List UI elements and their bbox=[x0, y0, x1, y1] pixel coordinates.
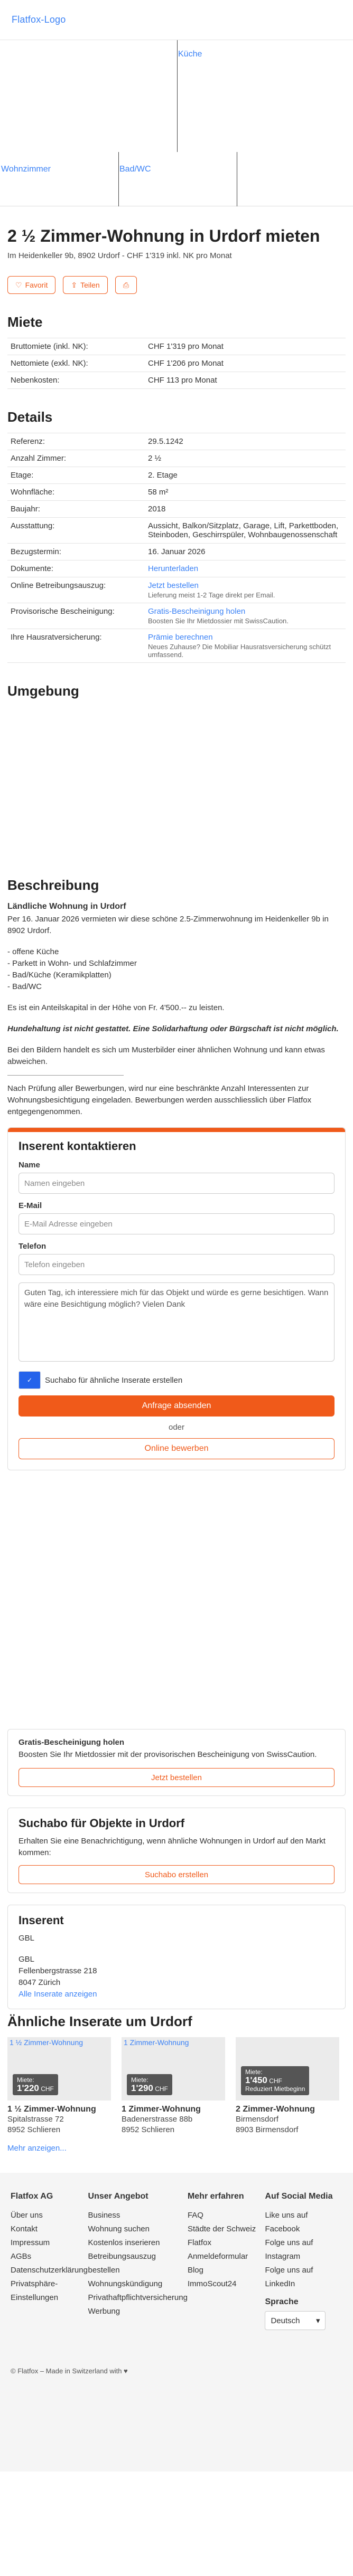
details-section bbox=[7, 409, 346, 663]
linkedin-link[interactable]: Folge uns auf LinkedIn bbox=[265, 2266, 313, 2288]
feature-item: - Bad/Küche (Keramikplatten) bbox=[7, 971, 112, 980]
footer-link[interactable]: Städte der Schweiz bbox=[187, 2225, 256, 2233]
description-section bbox=[7, 877, 346, 1118]
feature-item: - offene Küche bbox=[7, 947, 59, 956]
print-icon: ⎙ bbox=[123, 280, 129, 289]
site-header bbox=[0, 0, 353, 40]
email-field[interactable] bbox=[18, 1213, 335, 1234]
share-button[interactable] bbox=[63, 276, 107, 294]
row-value: 2. Etage bbox=[145, 467, 346, 484]
advertiser-logo-text: GBL bbox=[18, 1934, 35, 1943]
listing-title: 2 ½ Zimmer-Wohnung in Urdorf mieten bbox=[7, 226, 320, 245]
description-intro: Per 16. Januar 2026 vermieten wir diese schöne 2.5-Zimmerwohnung im Heidenkeller 9b in 8902 Urdorf. bbox=[7, 915, 329, 935]
footer-link[interactable]: Werbung bbox=[88, 2307, 120, 2316]
similar-street: Spitalstrasse 72 bbox=[7, 2115, 64, 2124]
submit-inquiry-button[interactable]: Anfrage absenden bbox=[18, 1395, 335, 1417]
name-label: Name bbox=[18, 1161, 40, 1170]
site-footer bbox=[0, 2173, 353, 2472]
table-row bbox=[7, 467, 346, 484]
gallery-divider bbox=[177, 40, 178, 152]
row-value: 58 m² bbox=[145, 484, 346, 501]
share-label: Teilen bbox=[80, 281, 100, 289]
flatfox-logo[interactable]: Flatfox-Logo bbox=[12, 14, 66, 25]
footer-link[interactable]: Impressum bbox=[11, 2238, 50, 2247]
row-key: Nettomiete (exkl. NK): bbox=[7, 355, 145, 372]
image-alt: 1 ½ Zimmer-Wohnung bbox=[10, 2038, 83, 2047]
advertiser-heading: Inserent bbox=[18, 1914, 64, 1927]
all-listings-link[interactable]: Alle Inserate anzeigen bbox=[18, 1990, 97, 1999]
advertiser-name: GBL bbox=[18, 1955, 35, 1964]
description-after-rule: Nach Prüfung aller Bewerbungen, wird nur eine beschränkte Anzahl Interessenten zur Wohnungsbesichtigung eingeladen. Bewerbungen werden ausschliesslich über Flatfox entgegengenommen. bbox=[7, 1084, 312, 1116]
insurance-note: Neues Zuhause? Die Mobiliar Hausratsversicherung schützt umfassend. bbox=[148, 643, 331, 659]
or-separator: oder bbox=[168, 1423, 185, 1432]
footer-heading: Mehr erfahren bbox=[187, 2192, 244, 2201]
footer-col-company bbox=[11, 2192, 88, 2330]
language-heading: Sprache bbox=[265, 2297, 299, 2306]
create-search-alert-button[interactable]: Suchabo erstellen bbox=[18, 1865, 335, 1884]
similar-city: 8952 Schlieren bbox=[7, 2125, 61, 2134]
checkbox-label: Suchabo für ähnliche Inserate erstellen bbox=[45, 1375, 183, 1385]
rent-section bbox=[7, 314, 346, 389]
row-key: Wohnfläche: bbox=[7, 484, 145, 501]
photo-gallery[interactable] bbox=[0, 40, 353, 206]
checkbox-checked-icon: ✓ bbox=[18, 1371, 41, 1389]
price-badge: Miete: 1'450 CHF Reduziert Mietbeginn bbox=[241, 2066, 309, 2095]
row-key: Baujahr: bbox=[7, 501, 145, 518]
download-documents-link[interactable]: Herunterladen bbox=[148, 564, 199, 573]
favorite-label: Favorit bbox=[25, 281, 48, 289]
divider bbox=[7, 1075, 124, 1076]
advertiser-city: 8047 Zürich bbox=[18, 1978, 61, 1987]
row-key: Referenz: bbox=[7, 433, 145, 450]
row-value: 29.5.1242 bbox=[145, 433, 346, 450]
apply-online-button[interactable]: Online bewerben bbox=[18, 1438, 335, 1459]
footer-link[interactable]: Privathaftpflichtversicherung bbox=[88, 2293, 188, 2302]
certificate-box bbox=[7, 1729, 346, 1796]
similar-city: 8903 Birmensdorf bbox=[236, 2125, 299, 2134]
similar-title: 1 Zimmer-Wohnung bbox=[122, 2105, 201, 2114]
advertiser-street: Fellenbergstrasse 218 bbox=[18, 1966, 97, 1975]
table-row bbox=[7, 629, 346, 663]
copyright: © Flatfox – Made in Switzerland with ♥ bbox=[11, 2367, 128, 2375]
search-alert-checkbox[interactable] bbox=[18, 1371, 335, 1389]
table-row bbox=[7, 355, 346, 372]
print-button[interactable] bbox=[115, 276, 137, 294]
listing-subtitle: Im Heidenkeller 9b, 8902 Urdorf - CHF 1'319 inkl. NK pro Monat bbox=[7, 251, 232, 260]
gallery-image-kitchen[interactable]: Küche bbox=[178, 50, 202, 59]
row-key: Ihre Hausratversicherung: bbox=[7, 629, 145, 663]
footer-col-more bbox=[188, 2192, 265, 2330]
table-row bbox=[7, 433, 346, 450]
favorite-button[interactable] bbox=[7, 276, 55, 294]
row-value: Aussicht, Balkon/Sitzplatz, Garage, Lift, Parkettboden, Steinboden, Geschirrspüler, Wohnbaugenossenschaft bbox=[145, 518, 346, 544]
contact-heading: Inserent kontaktieren bbox=[18, 1139, 136, 1153]
table-row bbox=[7, 450, 346, 467]
table-row bbox=[7, 338, 346, 355]
surroundings-heading: Umgebung bbox=[7, 683, 79, 699]
footer-link[interactable]: Kontakt bbox=[11, 2225, 38, 2233]
search-alert-text: Erhalten Sie eine Benachrichtigung, wenn ähnliche Wohnungen in Urdorf auf den Markt kommen: bbox=[18, 1837, 326, 1857]
feature-item: - Bad/WC bbox=[7, 982, 42, 991]
phone-field[interactable] bbox=[18, 1254, 335, 1275]
details-table bbox=[7, 433, 346, 663]
table-row bbox=[7, 501, 346, 518]
similar-city: 8952 Schlieren bbox=[122, 2125, 175, 2134]
listing-actions bbox=[7, 276, 346, 294]
footer-link[interactable]: Datenschutzerklärung bbox=[11, 2266, 88, 2275]
similar-section bbox=[7, 2013, 346, 2153]
table-row bbox=[7, 560, 346, 577]
row-key: Online Betreibungsauszug: bbox=[7, 577, 145, 603]
footer-link[interactable]: Kostenlos inserieren bbox=[88, 2238, 160, 2247]
certificate-box-text: Boosten Sie Ihr Mietdossier mit der provisorischen Bescheinigung von SwissCaution. bbox=[18, 1750, 317, 1759]
rent-table bbox=[7, 338, 346, 389]
search-alert-card bbox=[7, 1808, 346, 1893]
row-value: 16. Januar 2026 bbox=[145, 544, 346, 560]
advertiser-card bbox=[7, 1905, 346, 2009]
similar-listing[interactable] bbox=[122, 2037, 225, 2135]
feature-item: - Parkett in Wohn- und Schlafzimmer bbox=[7, 959, 137, 968]
gallery-image-bath[interactable]: Bad/WC bbox=[119, 165, 151, 174]
row-key: Provisorische Bescheinigung: bbox=[7, 603, 145, 629]
similar-image bbox=[7, 2037, 111, 2100]
details-heading: Details bbox=[7, 409, 53, 425]
show-more-link[interactable]: Mehr anzeigen... bbox=[7, 2144, 67, 2153]
search-alert-heading: Suchabo für Objekte in Urdorf bbox=[18, 1817, 185, 1830]
surroundings-section bbox=[7, 683, 346, 877]
footer-link[interactable]: Business bbox=[88, 2211, 120, 2220]
contact-accent-bar bbox=[8, 1128, 345, 1132]
table-row bbox=[7, 518, 346, 544]
similar-title: 1 ½ Zimmer-Wohnung bbox=[7, 2105, 96, 2114]
instagram-link[interactable]: Folge uns auf Instagram bbox=[265, 2238, 313, 2261]
description-heading: Beschreibung bbox=[7, 877, 99, 893]
ad-space bbox=[7, 1470, 346, 1729]
order-credit-report-link[interactable]: Jetzt bestellen bbox=[148, 581, 199, 590]
row-key: Nebenkosten: bbox=[7, 372, 145, 389]
insurance-link[interactable]: Prämie berechnen bbox=[148, 633, 213, 642]
contact-form bbox=[7, 1127, 346, 1470]
feature-list bbox=[7, 946, 346, 993]
row-key: Dokumente: bbox=[7, 560, 145, 577]
footer-col-social bbox=[265, 2192, 342, 2330]
phone-label: Telefon bbox=[18, 1242, 47, 1251]
footer-link[interactable]: Privatsphäre-Einstellungen bbox=[11, 2279, 59, 2302]
map-area[interactable] bbox=[7, 707, 346, 865]
gallery-divider bbox=[118, 152, 119, 206]
row-key: Bruttomiete (inkl. NK): bbox=[7, 338, 145, 355]
footer-link[interactable]: Über uns bbox=[11, 2211, 43, 2220]
row-value: CHF 113 pro Monat bbox=[145, 372, 346, 389]
chevron-down-icon: ▾ bbox=[315, 2316, 320, 2325]
price-badge: Miete: 1'220 CHF bbox=[13, 2074, 58, 2095]
order-certificate-button[interactable]: Jetzt bestellen bbox=[18, 1768, 335, 1787]
certificate-note: Boosten Sie Ihr Mietdossier mit SwissCaution. bbox=[148, 617, 289, 625]
table-row bbox=[7, 372, 346, 389]
row-key: Anzahl Zimmer: bbox=[7, 450, 145, 467]
footer-link[interactable]: Wohnung suchen bbox=[88, 2225, 150, 2233]
footer-link[interactable]: Betreibungsauszug bestellen bbox=[88, 2252, 156, 2275]
footer-link[interactable]: Flatfox Anmeldeformular bbox=[187, 2238, 248, 2261]
row-key: Bezugstermin: bbox=[7, 544, 145, 560]
table-row bbox=[7, 603, 346, 629]
message-field[interactable] bbox=[18, 1282, 335, 1362]
description-share: Es ist ein Anteilskapital in der Höhe von Fr. 4'500.-- zu leisten. bbox=[7, 1003, 225, 1012]
price-badge: Miete: 1'290 CHF bbox=[127, 2074, 172, 2095]
image-alt: 1 Zimmer-Wohnung bbox=[124, 2038, 189, 2047]
similar-image bbox=[236, 2037, 339, 2100]
footer-link[interactable]: FAQ bbox=[187, 2211, 203, 2220]
share-icon: ⇪ bbox=[71, 280, 78, 289]
row-key: Etage: bbox=[7, 467, 145, 484]
certificate-box-title: Gratis-Bescheinigung holen bbox=[18, 1738, 125, 1747]
similar-street: Badenerstrasse 88b bbox=[122, 2115, 193, 2124]
row-value: 2 ½ bbox=[145, 450, 346, 467]
footer-col-offer bbox=[88, 2192, 188, 2330]
description-lead: Ländliche Wohnung in Urdorf bbox=[7, 902, 126, 911]
gallery-image-living[interactable]: Wohnzimmer bbox=[1, 165, 51, 174]
footer-heading: Flatfox AG bbox=[11, 2192, 53, 2201]
facebook-link[interactable]: Like uns auf Facebook bbox=[265, 2211, 308, 2233]
row-value: CHF 1'206 pro Monat bbox=[145, 355, 346, 372]
footer-link[interactable]: Wohnungskündigung bbox=[88, 2279, 163, 2288]
similar-image bbox=[122, 2037, 225, 2100]
email-label: E-Mail bbox=[18, 1201, 42, 1210]
similar-listing[interactable] bbox=[236, 2037, 339, 2135]
heart-icon: ♡ bbox=[15, 280, 22, 289]
footer-link[interactable]: AGBs bbox=[11, 2252, 32, 2261]
credit-note: Lieferung meist 1-2 Tage direkt per Email. bbox=[148, 591, 275, 599]
similar-title: 2 Zimmer-Wohnung bbox=[236, 2105, 315, 2114]
similar-heading: Ähnliche Inserate um Urdorf bbox=[7, 2013, 192, 2029]
rent-heading: Miete bbox=[7, 314, 43, 330]
row-value: 2018 bbox=[145, 501, 346, 518]
footer-heading: Auf Social Media bbox=[265, 2192, 333, 2201]
similar-listing[interactable] bbox=[7, 2037, 111, 2135]
row-value: CHF 1'319 pro Monat bbox=[145, 338, 346, 355]
language-select[interactable] bbox=[265, 2311, 326, 2330]
similar-street: Birmensdorf bbox=[236, 2115, 278, 2124]
row-key: Ausstattung: bbox=[7, 518, 145, 544]
description-emphasis: Hundehaltung ist nicht gestattet. Eine Solidarhaftung oder Bürgschaft ist nicht möglich. bbox=[7, 1024, 339, 1033]
footer-link[interactable]: Blog bbox=[187, 2266, 203, 2275]
language-value: Deutsch bbox=[271, 2316, 300, 2325]
footer-link[interactable]: ImmoScout24 bbox=[187, 2279, 237, 2288]
description-images-note: Bei den Bildern handelt es sich um Musterbilder einer ähnlichen Wohnung und kann etwas abweichen. bbox=[7, 1045, 325, 1066]
footer-heading: Unser Angebot bbox=[88, 2192, 148, 2201]
table-row bbox=[7, 577, 346, 603]
table-row bbox=[7, 544, 346, 560]
name-field[interactable] bbox=[18, 1173, 335, 1194]
certificate-link[interactable]: Gratis-Bescheinigung holen bbox=[148, 607, 246, 616]
table-row bbox=[7, 484, 346, 501]
